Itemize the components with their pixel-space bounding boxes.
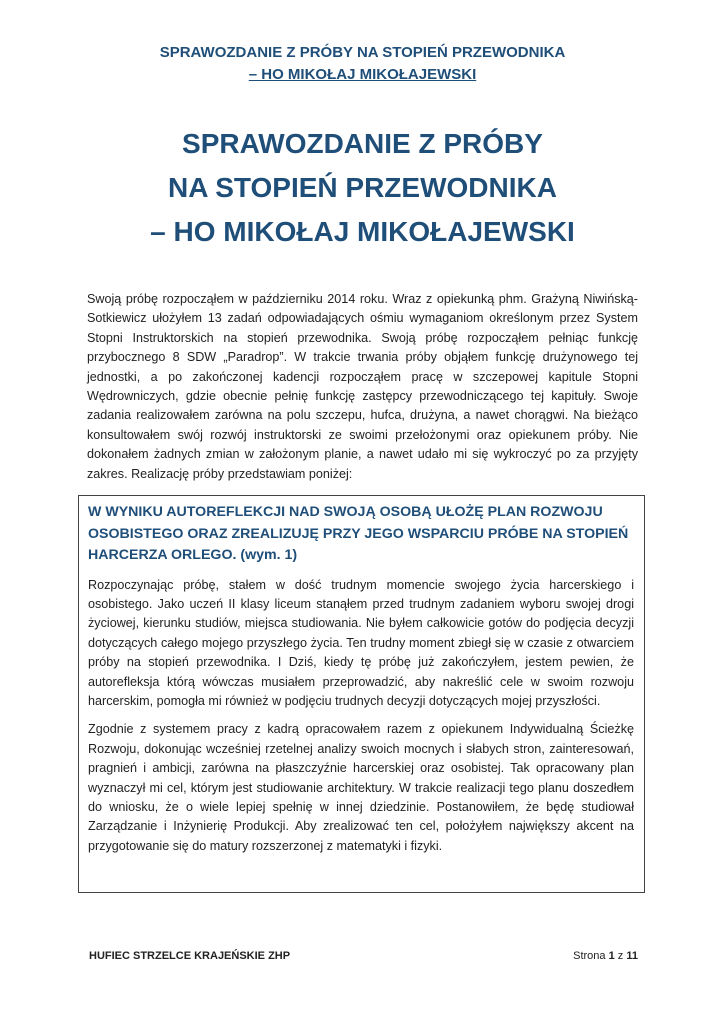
requirement-paragraph-1: Rozpoczynając próbę, stałem w dość trudnym momencie swojego życia harcerskiego i osobistego. Jako uczeń II klasy liceum stanąłem przed trudnym zadaniem wyboru swojej drogi życiowej, kierunku studiów, miejsca studiowania. Nie byłem całkowicie gotów do podjęcia decyzji dotyczących całego mojego przyszłego życia. Ten trudny moment zbiegł się w czasie z otwarciem próby na stopień przewodnika. I Dziś, kiedy tę próbę już zakończyłem, jestem pewien, że autorefleksja którą wówczas musiałem przeprowadzić, aby nakreślić cele w swoim rozwoju harcerskim, pomogła mi również w podjęciu trudnych decyzji dotyczących mojej przyszłości. <box>88 577 634 708</box>
running-header-line2: – HO MIKOŁAJ MIKOŁAJEWSKI <box>248 66 477 83</box>
running-header <box>0 42 725 86</box>
document-title-line3: – HO MIKOŁAJ MIKOŁAJEWSKI <box>150 216 575 247</box>
requirement-box <box>78 495 645 893</box>
running-header-line1: SPRAWOZDANIE Z PRÓBY NA STOPIEŃ PRZEWODNIKA <box>159 44 566 61</box>
requirement-heading: W WYNIKU AUTOREFLEKCJI NAD SWOJĄ OSOBĄ UŁOŻĘ PLAN ROZWOJU OSOBISTEGO ORAZ ZREALIZUJĘ PRZY JEGO WSPARCIU PRÓBE NA STOPIEŃ HARCERZA ORLEGO. (wym. 1) <box>88 504 629 563</box>
page-separator: z <box>617 950 624 962</box>
document-title-line1: SPRAWOZDANIE Z PRÓBY <box>182 128 543 159</box>
requirement-paragraph-2: Zgodnie z systemem pracy z kadrą opracowałem razem z opiekunem Indywidualną Ścieżkę Rozwoju, dokonując wcześniej rzetelnej analizy swoich mocnych i słabych stron, zainteresowań, pragnień i ambicji, zarówna na płaszczyźnie harcerskiej oraz osobistej. Tak opracowany plan wyznaczył mi cel, którym jest studiowanie architektury. W trakcie realizacji tego planu doszedłem do wniosku, że o wiele lepiej spełnię w innej dziedzinie. Postanowiłem, że będę studiował Zarządzanie i Inżynierię Produkcji. Aby zrealizować ten cel, położyłem największy akcent na przygotowanie się do matury rozszerzonej z matematyki i fizyki. <box>88 722 634 853</box>
page-number <box>573 949 638 963</box>
document-title <box>0 122 725 254</box>
page-current: 1 <box>608 950 615 962</box>
intro-paragraph: Swoją próbę rozpocząłem w październiku 2014 roku. Wraz z opiekunką phm. Grażyną Niwińską-Sotkiewicz ułożyłem 13 zadań odpowiadających ośmiu wymaganiom określonym przez System Stopni Instruktorskich na stopień przewodnika. Swoją próbę rozpocząłem pełniąc funkcję przybocznego 8 SDW „Paradrop”. W trakcie trwania próby objąłem funkcję drużynowego tej jednostki, a po zakończonej kadencji rozpocząłem pracę w szczepowej kapitule Stopni Wędrowniczych, gdzie obecnie pełnię funkcję zastępcy przewodniczącego tej kapituły. Swoje zadania realizowałem zarówna na polu szczepu, hufca, drużyna, a nawet chorągwi. Na bieżąco konsultowałem swój rozwój instruktorski ze swoimi przełożonymi oraz opiekunem próby. Nie dokonałem żadnych zmian w założonym planie, a nawet udało mi się wykroczyć po za przyjęty zakres. Realizację próby przedstawiam poniżej: <box>87 292 638 481</box>
document-title-line2: NA STOPIEŃ PRZEWODNIKA <box>168 172 557 203</box>
page-word: Strona <box>573 950 606 962</box>
page-total: 11 <box>626 950 638 962</box>
footer-organization: HUFIEC STRZELCE KRAJEŃSKIE ZHP <box>89 950 291 962</box>
